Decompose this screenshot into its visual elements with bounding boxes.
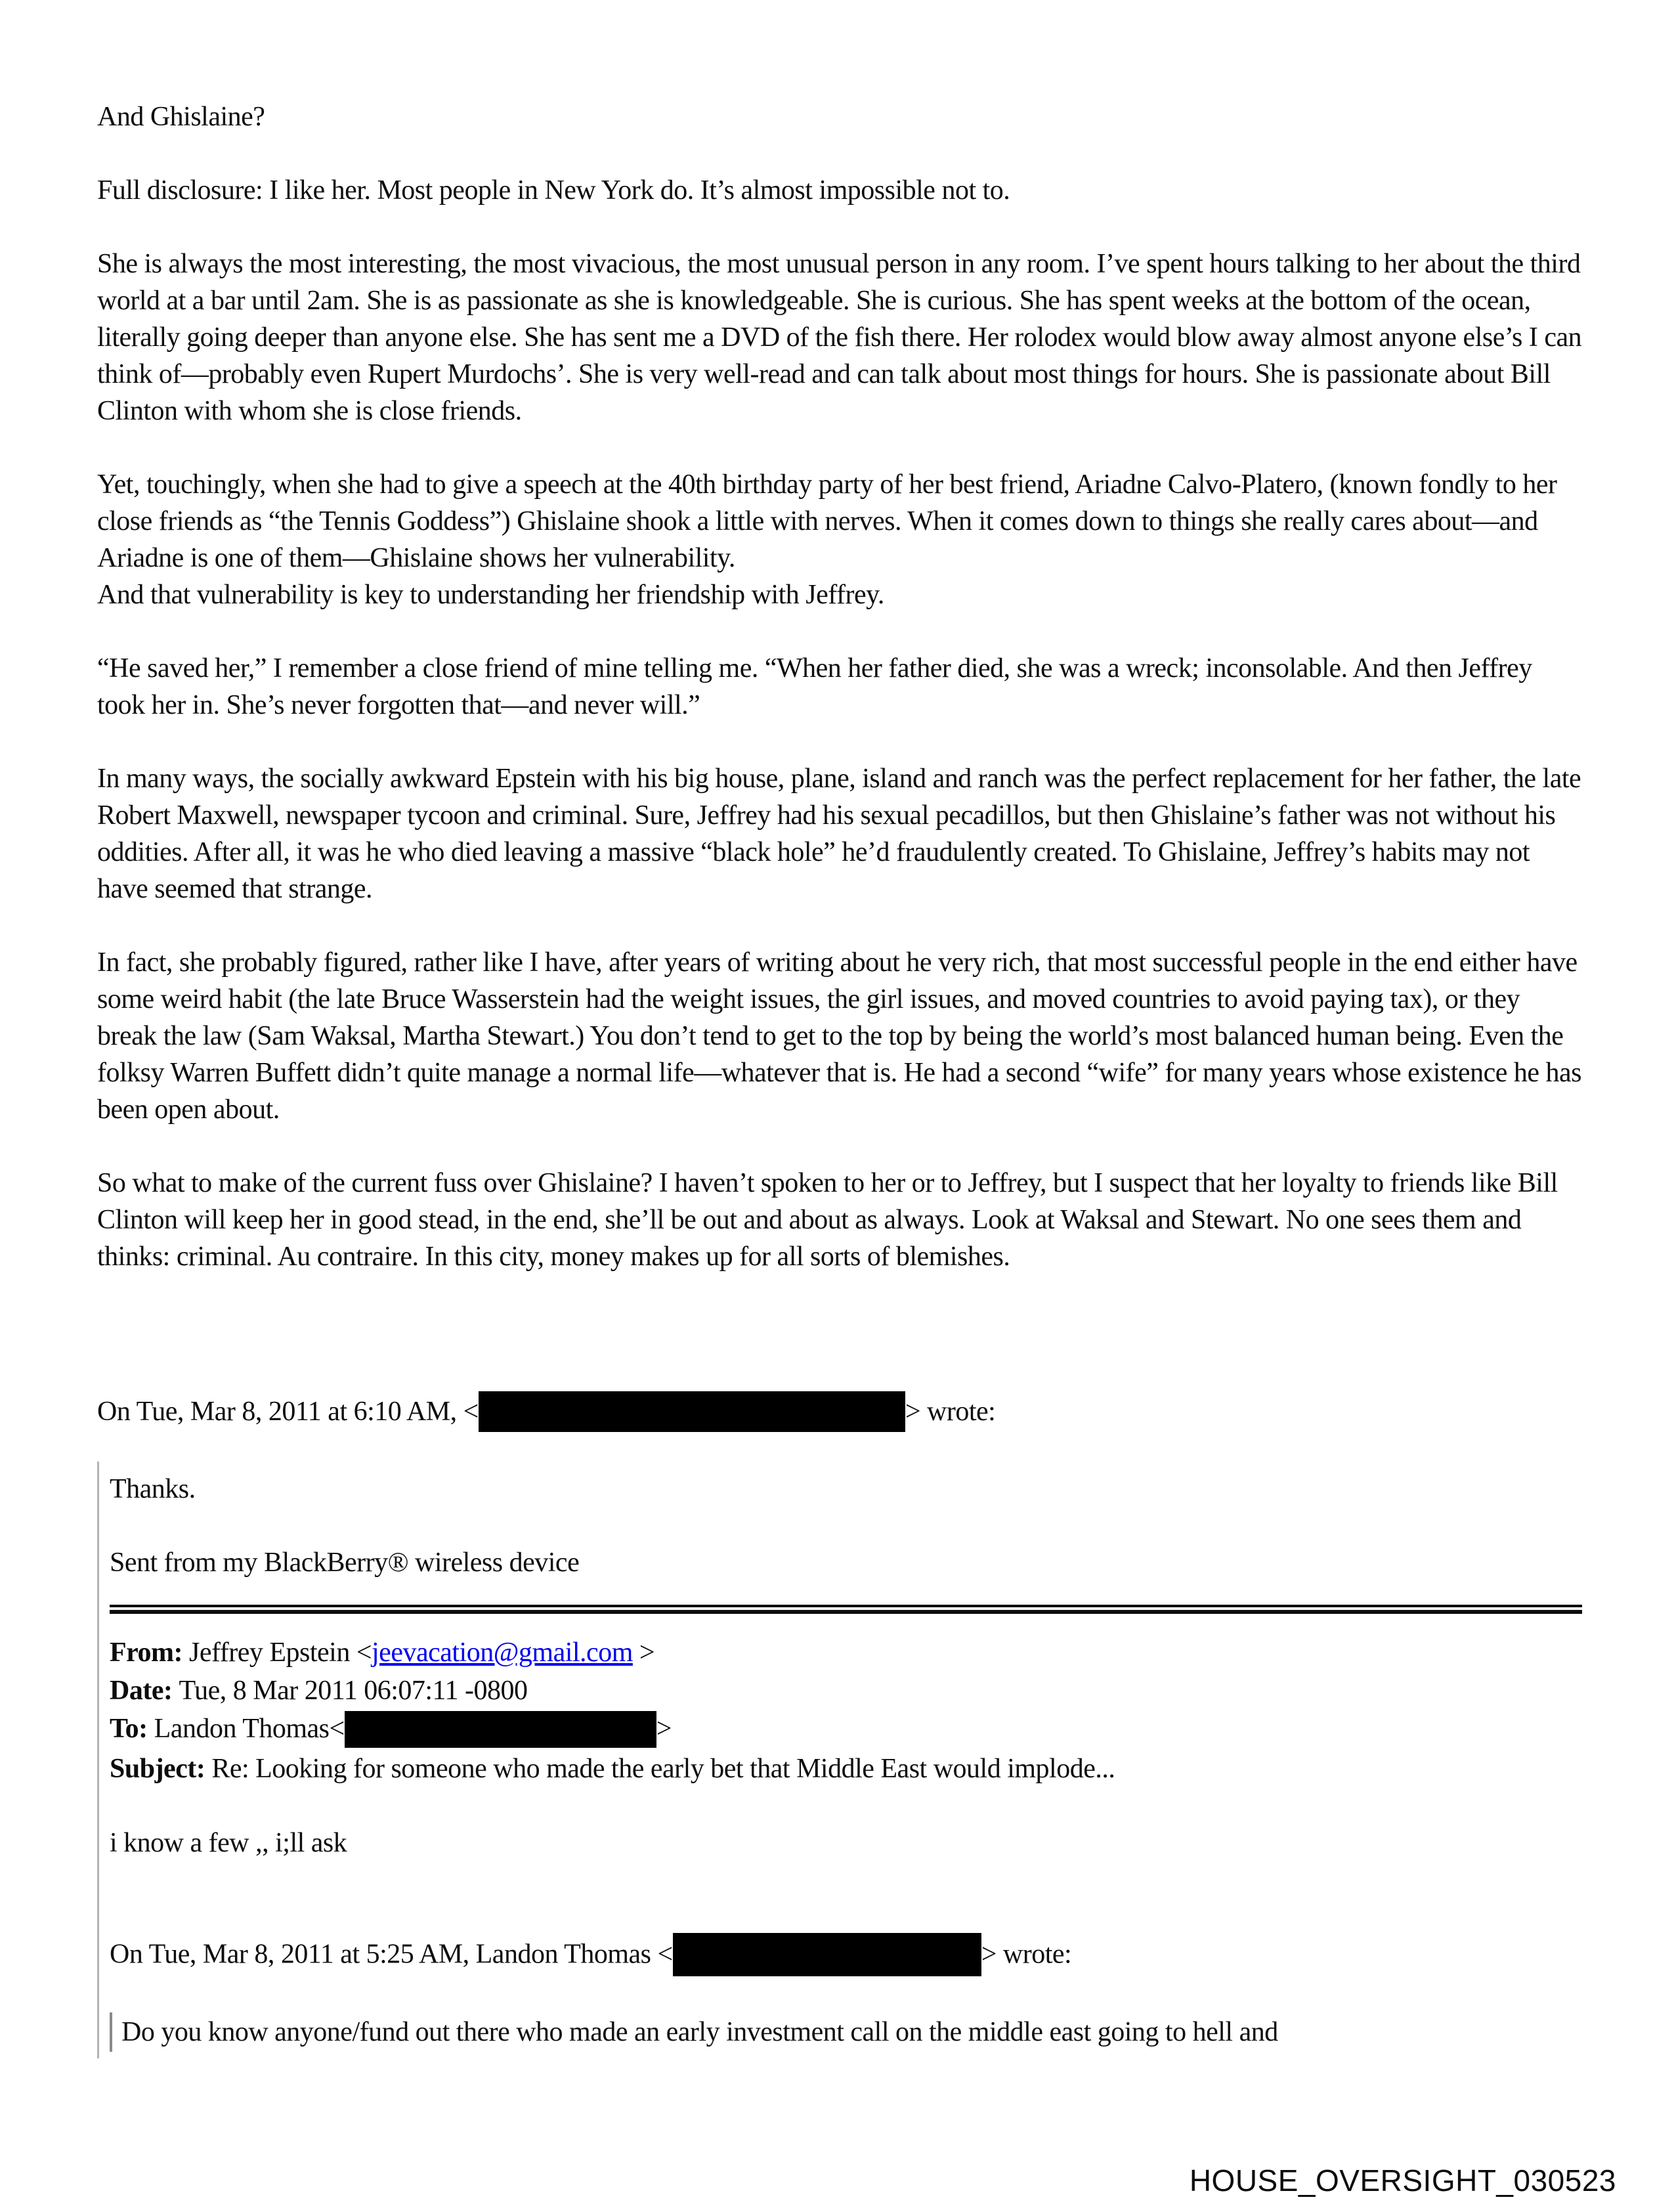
email-body-text	[97, 98, 1582, 1275]
to-name: Landon Thomas<	[154, 1714, 345, 1745]
date-value: Tue, 8 Mar 2011 06:07:11 -0800	[179, 1676, 528, 1706]
redacted-email-address	[345, 1711, 656, 1748]
paragraph: She is always the most interesting, the most vivacious, the most unusual person in any room. I’ve spent hours talking to her about the third world at a bar until 2am. She is as passionate as she is knowledgeable. She is curious. She has spent weeks at the bottom of the ocean, literally going deeper than anyone else. She has sent me a DVD of the fish there. Her rolodex would blow away almost anyone else’s I can think of—probably even Rupert Murdochs’. She is very well-read and can talk about most things for hours. She is passionate about Bill Clinton with whom she is close friends.	[97, 249, 1582, 426]
paragraph: And that vulnerability is key to understanding her friendship with Jeffrey.	[97, 580, 884, 610]
email-link[interactable]: jeevacation@gmail.com	[372, 1637, 633, 1668]
attribution-prefix: On Tue, Mar 8, 2011 at 6:10 AM, <	[97, 1397, 479, 1427]
attribution-suffix: > wrote:	[905, 1397, 996, 1427]
from-label: From:	[110, 1637, 183, 1668]
paragraph: “He saved her,” I remember a close friend of mine telling me. “When her father died, she was a wreck; inconsolable. And then Jeffrey took her in. She’s never forgotten that—and never will.”	[97, 653, 1532, 720]
reply-text: i know a few ,, i;ll ask	[110, 1827, 347, 1858]
attribution-suffix: > wrote:	[981, 1939, 1072, 1970]
separator-rule	[110, 1605, 1582, 1614]
paragraph: And Ghislaine?	[97, 102, 265, 132]
redacted-email-address	[673, 1933, 981, 1976]
blackberry-signature: Sent from my BlackBerry® wireless device	[110, 1548, 580, 1578]
paragraph: Yet, touchingly, when she had to give a speech at the 40th birthday party of her best friend, Ariadne Calvo-Platero, (known fondly to her close friends as “the Tennis Goddess”) Ghislaine shook a little with nerves. When it comes down to things she really cares about—and Ariadne is one of them—Ghislaine shows her vulnerability.	[97, 469, 1557, 573]
date-label: Date:	[110, 1676, 173, 1706]
subject-label: Subject:	[110, 1753, 205, 1784]
quoted-body-line: Thanks.	[110, 1474, 196, 1505]
to-close: >	[656, 1714, 672, 1745]
bates-number: HOUSE_OVERSIGHT_030523	[1189, 2163, 1616, 2198]
header-from	[110, 1634, 1582, 1672]
from-name: Jeffrey Epstein <	[189, 1637, 372, 1668]
paragraph: In fact, she probably figured, rather like I have, after years of writing about he very rich, that most successful people in the end either have some weird habit (the late Bruce Wasserstein had the weight issues, the girl issues, and moved countries to avoid paying tax), or they break the law (Sam Waksal, Martha Stewart.) You don’t tend to get to the top by being the world’s most balanced human being. Even the folksy Warren Buffett didn’t quite manage a normal life—whatever that is. He had a second “wife” for many years whose existence he has been open about.	[97, 947, 1581, 1125]
from-close: >	[632, 1637, 655, 1668]
nested-quoted-email	[110, 2012, 1582, 2052]
header-date	[110, 1672, 1582, 1710]
subject-value: Re: Looking for someone who made the early bet that Middle East would implode...	[211, 1753, 1115, 1784]
quote-attribution-line	[97, 1393, 1582, 1434]
attribution-prefix: On Tue, Mar 8, 2011 at 5:25 AM, Landon Thomas <	[110, 1939, 673, 1970]
nested-quote-text: Do you know anyone/fund out there who made an early investment call on the middle east going to hell and	[121, 2016, 1278, 2047]
header-to	[110, 1710, 1582, 1749]
paragraph: So what to make of the current fuss over Ghislaine? I haven’t spoken to her or to Jeffrey, but I suspect that her loyalty to friends like Bill Clinton will keep her in good stead, in the end, she’ll be out and about as always. Look at Waksal and Stewart. No one sees them and thinks: criminal. Au contraire. In this city, money makes up for all sorts of blemishes.	[97, 1168, 1558, 1272]
quoted-email	[97, 1462, 1582, 2058]
quote-attribution-line	[110, 1935, 1582, 1978]
email-headers	[110, 1634, 1582, 1787]
header-subject	[110, 1750, 1582, 1788]
to-label: To:	[110, 1714, 148, 1745]
paragraph: Full disclosure: I like her. Most people in New York do. It’s almost impossible not to.	[97, 175, 1010, 206]
redacted-email-address	[479, 1391, 905, 1432]
paragraph: In many ways, the socially awkward Epstein with his big house, plane, island and ranch was the perfect replacement for her father, the late Robert Maxwell, newspaper tycoon and criminal. Sure, Jeffrey had his sexual pecadillos, but then Ghislaine’s father was not without his oddities. After all, it was he who died leaving a massive “black hole” he’d fraudulently created. To Ghislaine, Jeffrey’s habits may not have seemed that strange.	[97, 764, 1581, 904]
